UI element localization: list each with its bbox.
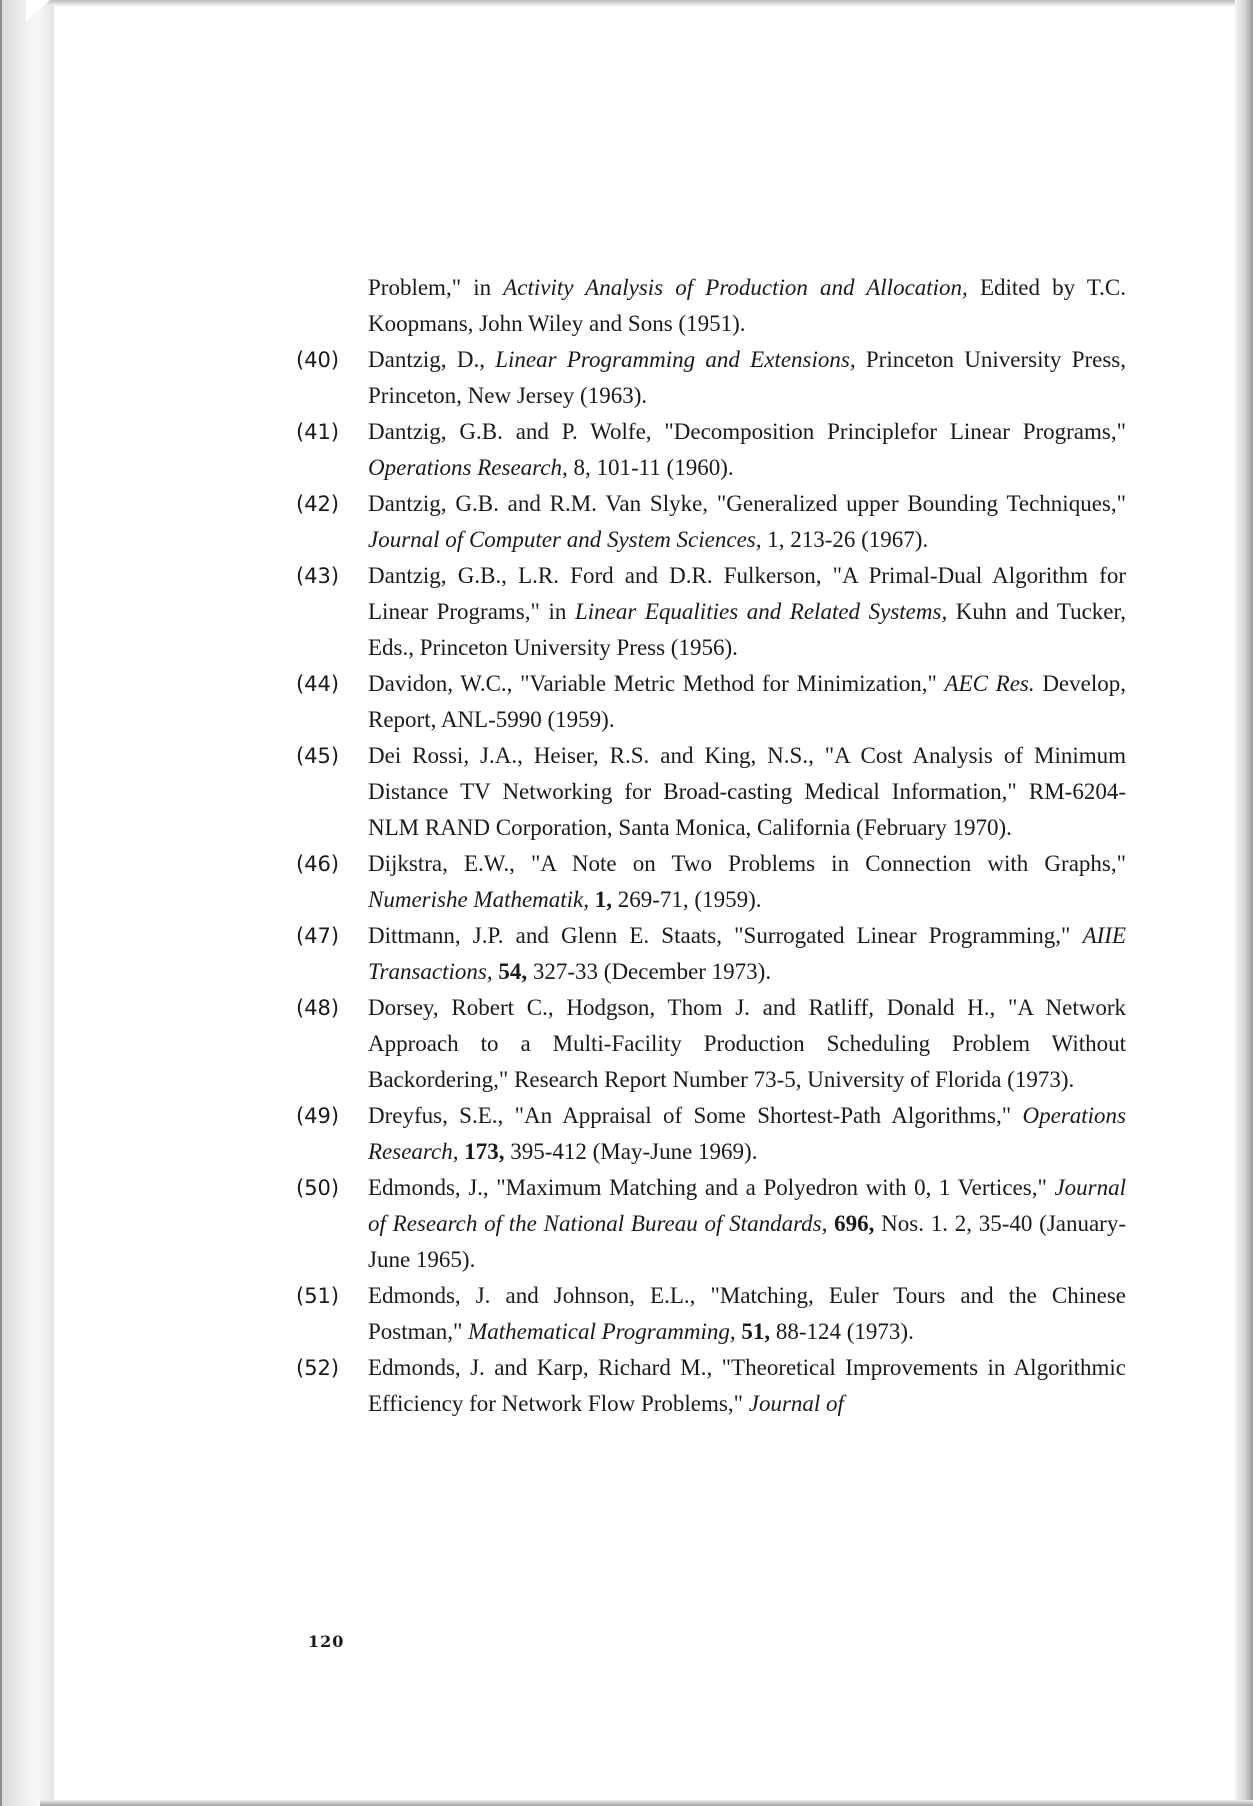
reference-text-run: Dorsey, Robert C., Hodgson, Thom J. and Ratliff, Donald H., "A Network Approach to a Multi-Facility Production Scheduling Problem Without Backordering," Research Report Number 73-5, University of Florida (1973). <box>368 995 1126 1092</box>
reference-italic-text: Operations Research, <box>368 1103 1126 1164</box>
reference-bold-text: 696, <box>834 1211 875 1236</box>
reference-number: (48) <box>296 996 340 1020</box>
reference-text-run: Edmonds, J. and Johnson, E.L., "Matching, Euler Tours and the Chinese Postman," <box>368 1283 1126 1344</box>
reference-text-run: 269-71, (1959). <box>612 887 762 912</box>
reference-text-run: Dantzig, G.B., L.R. Ford and D.R. Fulkerson, "A Primal-Dual Algorithm for Linear Programs," in <box>368 563 1126 624</box>
reference-text-run: Problem," in <box>368 275 504 300</box>
reference-text-run: Davidon, W.C., "Variable Metric Method for Minimization," <box>368 671 945 696</box>
reference-entry <box>296 270 1126 342</box>
page-corner-fold <box>26 0 50 22</box>
reference-italic-text: Journal of Research of the National Bureau of Standards, <box>368 1175 1126 1236</box>
reference-text-run: Dittmann, J.P. and Glenn E. Staats, "Surrogated Linear Programming," <box>368 923 1083 948</box>
reference-text-run: Dantzig, G.B. and P. Wolfe, "Decomposition Principlefor Linear Programs," <box>368 419 1126 444</box>
reference-entry <box>296 1098 1126 1170</box>
reference-bold-text: 173, <box>464 1139 505 1164</box>
reference-text <box>368 1278 1126 1350</box>
reference-list <box>296 270 1126 1422</box>
reference-text-run: 395-412 (May-June 1969). <box>504 1139 758 1164</box>
reference-text-run: Nos. 1. 2, 35-40 (January-June 1965). <box>368 1211 1127 1272</box>
reference-number: (49) <box>296 1104 340 1128</box>
reference-text-run: 88-124 (1973). <box>770 1319 914 1344</box>
reference-text <box>368 846 1126 918</box>
reference-text-run: Edmonds, J. and Karp, Richard M., "Theoretical Improvements in Algorithmic Efficiency for Network Flow Problems," <box>368 1355 1126 1416</box>
reference-number: (50) <box>296 1176 340 1200</box>
reference-text <box>368 666 1126 738</box>
reference-text <box>368 1350 1126 1422</box>
reference-text-run: Princeton University Press, Princeton, New Jersey (1963). <box>368 347 1127 408</box>
reference-bold-text: 51, <box>741 1319 771 1344</box>
reference-text-run: Dantzig, D., <box>368 347 496 372</box>
reference-text <box>368 1170 1126 1278</box>
reference-text-run: Kuhn and Tucker, Eds., Princeton University Press (1956). <box>368 599 1126 660</box>
reference-number: (45) <box>296 744 340 768</box>
reference-number: (52) <box>296 1356 340 1380</box>
reference-italic-text: AIIE Transactions, <box>368 923 1126 984</box>
reference-italic-text: AEC Res. <box>944 671 1035 696</box>
page-edge-bottom <box>40 1800 1253 1806</box>
reference-italic-text: Operations Research, <box>368 455 568 480</box>
page-edge-top <box>30 0 1253 6</box>
reference-number: (42) <box>296 492 340 516</box>
reference-number: (44) <box>296 672 340 696</box>
page-number: 120 <box>308 1632 345 1651</box>
reference-number: (46) <box>296 852 340 876</box>
reference-number: (40) <box>296 348 340 372</box>
reference-text <box>368 414 1126 486</box>
reference-text-run: Dantzig, G.B. and R.M. Van Slyke, "Generalized upper Bounding Techniques," <box>368 491 1126 516</box>
reference-entry <box>296 666 1126 738</box>
reference-entry <box>296 342 1126 414</box>
reference-entry <box>296 486 1126 558</box>
reference-italic-text: Journal of <box>748 1391 844 1416</box>
reference-bold-text: 54, <box>498 959 528 984</box>
reference-italic-text: Linear Programming and Extensions, <box>495 347 856 372</box>
reference-bold-text: 1, <box>594 887 613 912</box>
reference-italic-text: Numerishe Mathematik, <box>368 887 590 912</box>
reference-number: (51) <box>296 1284 340 1308</box>
reference-text <box>368 342 1126 414</box>
reference-entry <box>296 846 1126 918</box>
reference-text-run: Dei Rossi, J.A., Heiser, R.S. and King, N.S., "A Cost Analysis of Minimum Distance TV Networking for Broad-casting Medical Information," RM-6204-NLM RAND Corporation, Santa Monica, California (February 1970). <box>368 743 1126 840</box>
page-edge-right <box>1235 0 1253 1806</box>
reference-text-run: Dreyfus, S.E., "An Appraisal of Some Shortest-Path Algorithms," <box>368 1103 1023 1128</box>
reference-italic-text: Mathematical Programming, <box>468 1319 736 1344</box>
reference-text-run: Develop, Report, ANL-5990 (1959). <box>368 671 1126 732</box>
reference-entry <box>296 990 1126 1098</box>
reference-italic-text: Linear Equalities and Related Systems, <box>574 599 948 624</box>
reference-text-run: 8, 101-11 (1960). <box>567 455 734 480</box>
reference-number: (43) <box>296 564 340 588</box>
reference-text <box>368 270 1126 342</box>
reference-text <box>368 918 1126 990</box>
page-edge-left <box>0 0 54 1806</box>
reference-text-run: 327-33 (December 1973). <box>527 959 772 984</box>
reference-text <box>368 558 1126 666</box>
reference-text-run: Dijkstra, E.W., "A Note on Two Problems in Connection with Graphs," <box>368 851 1126 876</box>
reference-text-run: Edited by T.C. Koopmans, John Wiley and Sons (1951). <box>368 275 1127 336</box>
reference-text <box>368 738 1126 846</box>
reference-entry <box>296 738 1126 846</box>
reference-text <box>368 486 1126 558</box>
reference-text <box>368 1098 1126 1170</box>
reference-entry <box>296 918 1126 990</box>
reference-italic-text: Activity Analysis of Production and Allocation, <box>503 275 968 300</box>
reference-text <box>368 990 1126 1098</box>
reference-entry <box>296 1170 1126 1278</box>
reference-entry <box>296 558 1126 666</box>
reference-text-run: 1, 213-26 (1967). <box>761 527 929 552</box>
reference-italic-text: Journal of Computer and System Sciences, <box>368 527 762 552</box>
reference-number: (41) <box>296 420 340 444</box>
reference-text-run: Edmonds, J., "Maximum Matching and a Polyedron with 0, 1 Vertices," <box>368 1175 1055 1200</box>
reference-number: (47) <box>296 924 340 948</box>
reference-entry <box>296 414 1126 486</box>
reference-entry <box>296 1278 1126 1350</box>
reference-entry <box>296 1350 1126 1422</box>
